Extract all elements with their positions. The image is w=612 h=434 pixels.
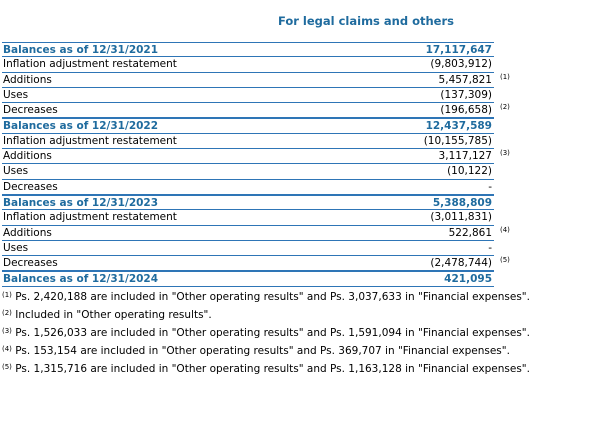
row-label: Uses <box>3 165 29 178</box>
footnote-marker: (2) <box>2 309 12 317</box>
row-label: Balances as of 12/31/2022 <box>3 120 159 133</box>
row-label: Additions <box>3 150 52 163</box>
provisions-table <box>2 42 510 287</box>
movement-row <box>2 134 494 149</box>
row-value: 421,095 <box>444 273 492 286</box>
footnote-marker: (5) <box>2 363 12 371</box>
movement-row <box>2 164 494 179</box>
footnote-ref: (3) <box>500 149 510 158</box>
balance-row <box>2 195 494 210</box>
footnote-text: Included in "Other operating results". <box>15 309 212 321</box>
footnote-ref: (1) <box>500 72 510 81</box>
footnote-marker: (1) <box>2 291 12 299</box>
row-value: (10,122) <box>447 165 492 178</box>
footnote-marker: (4) <box>2 345 12 353</box>
movement-row <box>2 180 494 195</box>
balance-row <box>2 42 494 57</box>
balance-row <box>2 118 494 133</box>
balance-row <box>2 271 494 286</box>
footnote-ref: (5) <box>500 256 510 265</box>
row-label: Decreases <box>3 180 58 193</box>
movement-row <box>2 149 510 164</box>
row-label: Additions <box>3 226 52 239</box>
footnotes <box>2 290 602 380</box>
footnote-text: Ps. 153,154 are included in "Other operating results" and Ps. 369,707 in "Financial expenses". <box>15 345 510 357</box>
row-label: Additions <box>3 73 52 86</box>
row-value: 12,437,589 <box>425 120 492 133</box>
footnote-text: Ps. 1,315,716 are included in "Other operating results" and Ps. 1,163,128 in "Financial expenses". <box>15 363 530 375</box>
movement-row <box>2 225 510 241</box>
row-label: Inflation adjustment restatement <box>3 134 177 147</box>
row-label: Balances as of 12/31/2023 <box>3 196 159 209</box>
footnote-text: Ps. 1,526,033 are included in "Other operating results" and Ps. 1,591,094 in "Financial expenses". <box>15 327 530 339</box>
row-label: Decreases <box>3 257 58 270</box>
row-label: Inflation adjustment restatement <box>3 58 177 71</box>
footnote <box>2 308 602 322</box>
row-value: (137,309) <box>440 88 492 101</box>
row-value: 5,457,821 <box>438 73 492 86</box>
footnote-marker: (3) <box>2 327 12 335</box>
row-value: 522,861 <box>448 226 492 239</box>
footnote-ref: (4) <box>500 225 510 234</box>
footnote <box>2 326 602 340</box>
footnote <box>2 362 602 376</box>
movement-row <box>2 210 494 225</box>
row-value: - <box>488 180 492 193</box>
row-value: (3,011,831) <box>430 211 492 224</box>
footnote-text: Ps. 2,420,188 are included in "Other operating results" and Ps. 3,037,633 in "Financial expenses". <box>15 291 530 303</box>
movement-row <box>2 57 494 72</box>
movement-row <box>2 103 510 118</box>
footnote <box>2 290 602 304</box>
row-value: 17,117,647 <box>425 44 492 56</box>
movement-row <box>2 72 510 88</box>
movement-row <box>2 256 510 271</box>
footnote-ref: (2) <box>500 103 510 112</box>
column-header: For legal claims and others <box>277 14 454 28</box>
row-value: (10,155,785) <box>423 134 492 147</box>
row-label: Uses <box>3 241 29 254</box>
row-value: (196,658) <box>440 104 492 117</box>
movement-row <box>2 241 494 256</box>
footnote <box>2 344 602 358</box>
row-value: 3,117,127 <box>438 150 492 163</box>
row-label: Balances as of 12/31/2021 <box>3 44 159 56</box>
row-label: Decreases <box>3 104 58 117</box>
row-label: Balances as of 12/31/2024 <box>3 273 159 286</box>
movement-row <box>2 88 494 103</box>
row-value: (9,803,912) <box>430 58 492 71</box>
row-label: Inflation adjustment restatement <box>3 211 177 224</box>
row-label: Uses <box>3 88 29 101</box>
row-value: - <box>488 241 492 254</box>
row-value: (2,478,744) <box>430 257 492 270</box>
row-value: 5,388,809 <box>432 196 492 209</box>
